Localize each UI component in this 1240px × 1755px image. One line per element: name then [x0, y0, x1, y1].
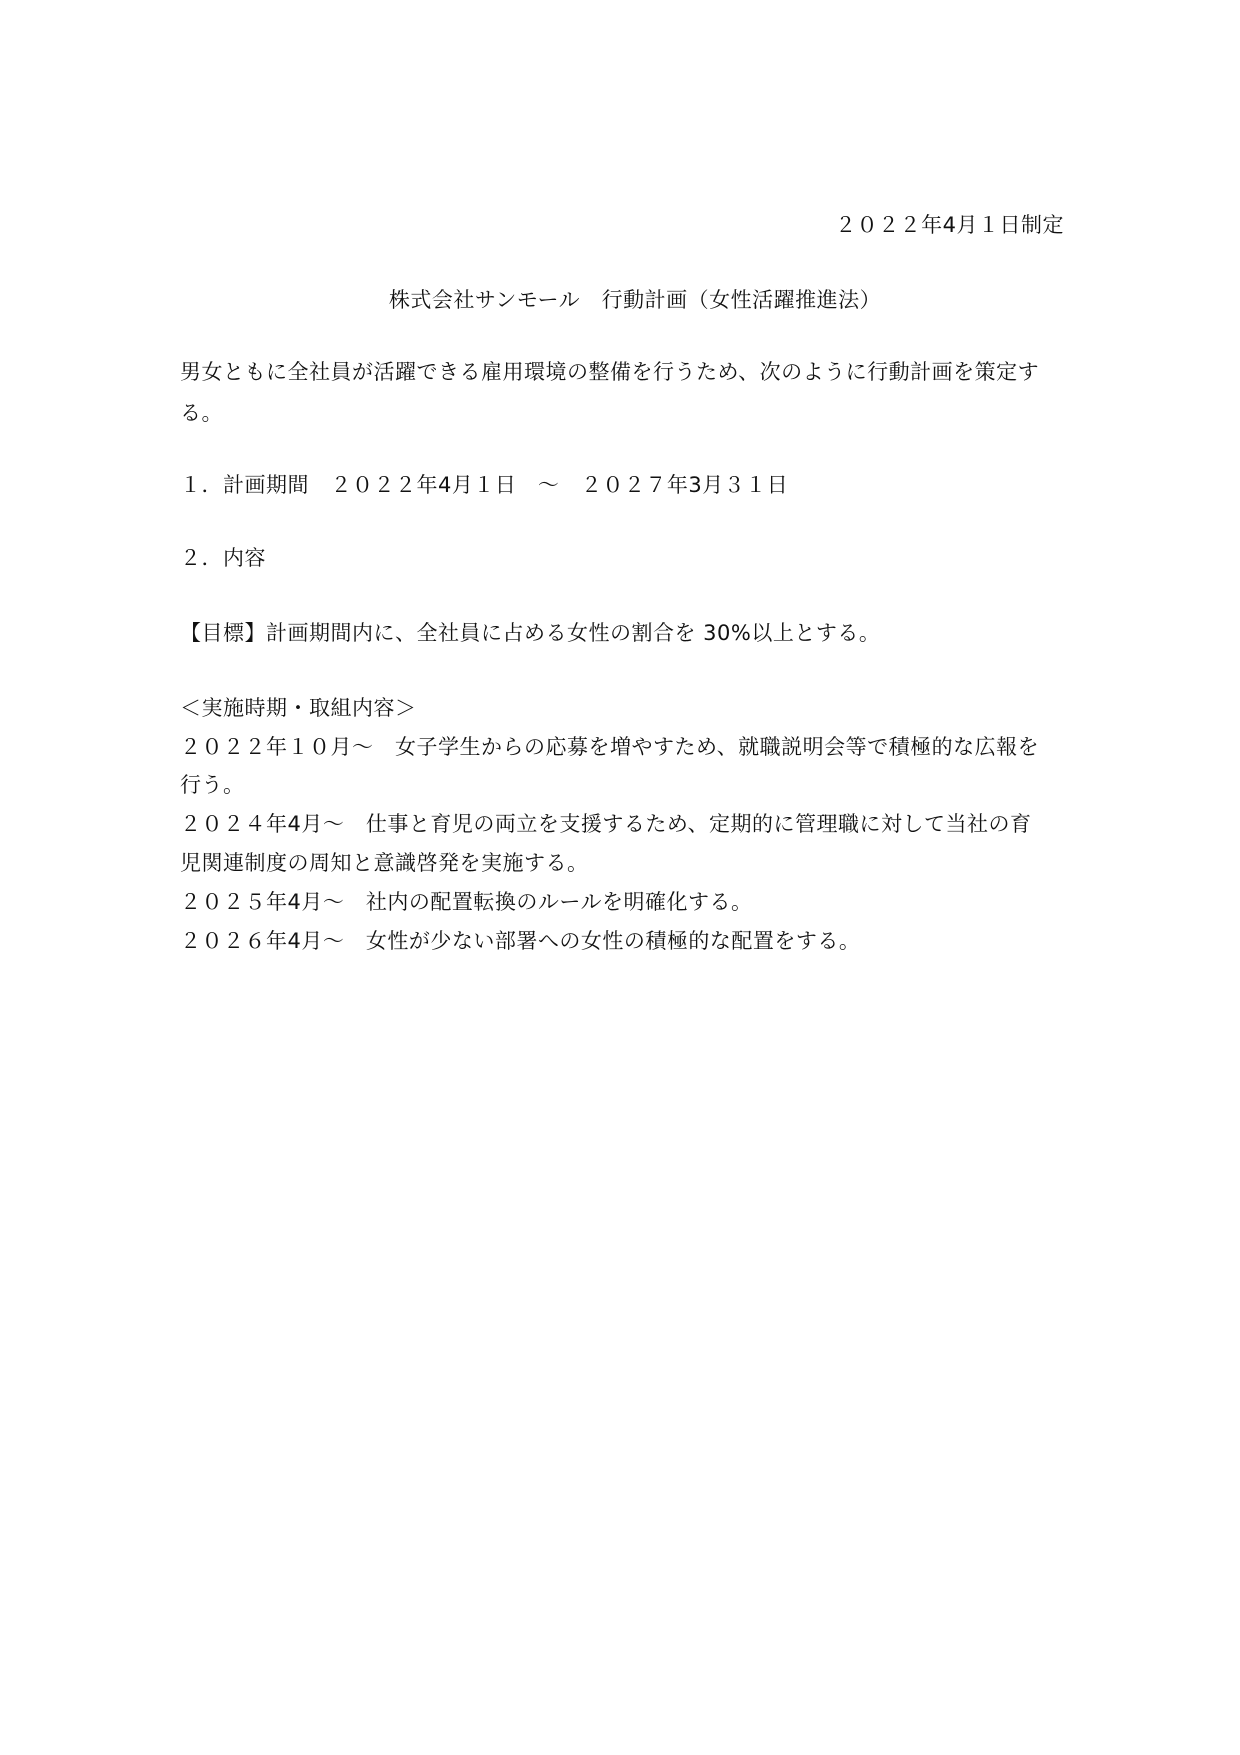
- schedule-heading: ＜実施時期・取組内容＞: [180, 696, 417, 720]
- schedule-item-2022-line-2: 行う。: [180, 773, 245, 797]
- schedule-item-2024-line-2: 児関連制度の周知と意識啓発を実施する。: [180, 851, 589, 875]
- schedule-item-2026: ２０２６年4月～ 女性が少ない部署への女性の積極的な配置をする。: [180, 929, 861, 953]
- plan-period: １．計画期間 ２０２２年4月１日 ～ ２０２７年3月３１日: [180, 473, 789, 497]
- intro-paragraph-line-1: 男女ともに全社員が活躍できる雇用環境の整備を行うため、次のように行動計画を策定す: [180, 360, 1040, 384]
- schedule-item-2025: ２０２５年4月～ 社内の配置転換のルールを明確化する。: [180, 890, 753, 914]
- schedule-item-2024-line-1: ２０２４年4月～ 仕事と育児の両立を支援するため、定期的に管理職に対して当社の育: [180, 812, 1032, 836]
- goal-statement: 【目標】計画期間内に、全社員に占める女性の割合を 30%以上とする。: [180, 621, 881, 645]
- content-heading: ２．内容: [180, 546, 266, 570]
- schedule-item-2022-line-1: ２０２２年１０月～ 女子学生からの応募を増やすため、就職説明会等で積極的な広報を: [180, 735, 1040, 759]
- page-title: 株式会社サンモール 行動計画（女性活躍推進法）: [388, 288, 882, 312]
- enactment-date: ２０２２年4月１日制定: [835, 213, 1064, 237]
- intro-paragraph-line-2: る。: [180, 401, 223, 425]
